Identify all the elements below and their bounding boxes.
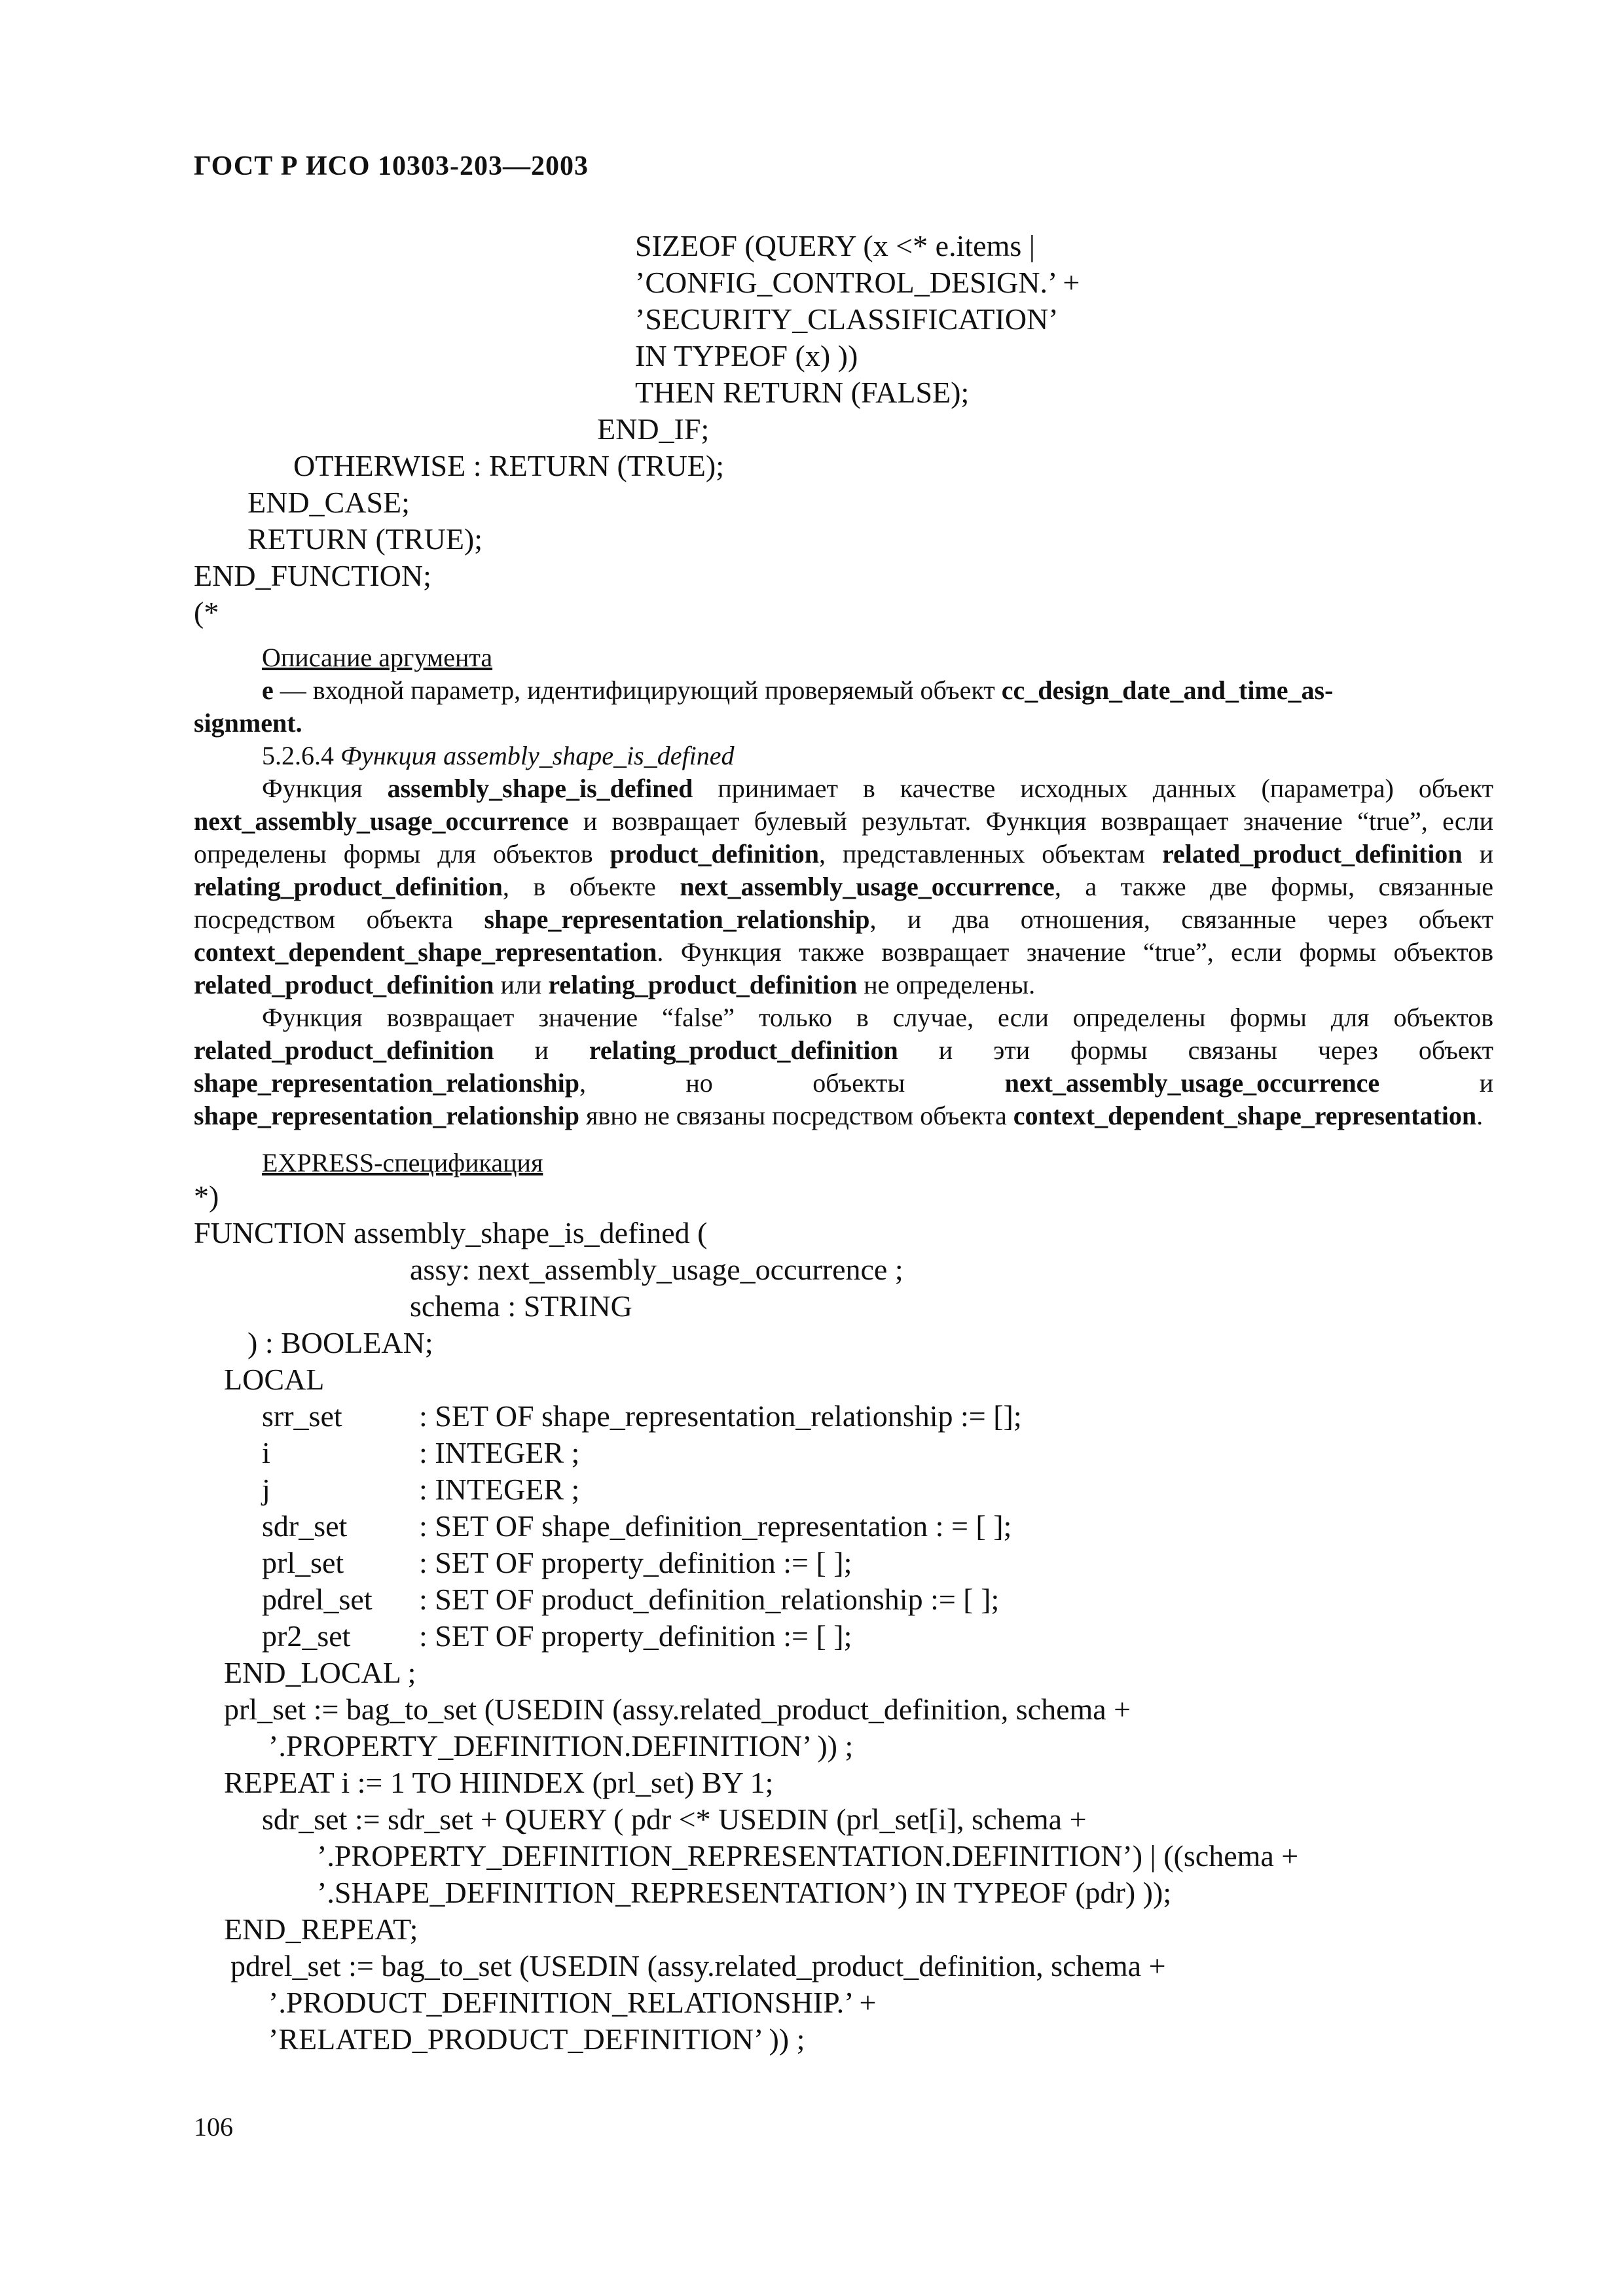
paragraph-text: . Функция также возвращает значение “true”, если формы объектов bbox=[657, 937, 1493, 967]
section-number: 5.2.6.4 bbox=[262, 741, 340, 770]
paragraph-text: и bbox=[494, 1035, 589, 1065]
code-line: (* bbox=[194, 596, 219, 629]
code-line: FUNCTION assembly_shape_is_defined ( bbox=[194, 1216, 708, 1249]
code-line: ’SECURITY_CLASSIFICATION’ bbox=[635, 302, 1059, 336]
entity-name: context_dependent_shape_representation bbox=[1013, 1101, 1477, 1130]
code-line: ’.PRODUCT_DEFINITION_RELATIONSHIP.’ + bbox=[268, 1986, 877, 2019]
paragraph-text: , представленных объектам bbox=[818, 839, 1163, 869]
entity-name: related_product_definition bbox=[1162, 839, 1463, 869]
code-line: REPEAT i := 1 TO HIINDEX (prl_set) BY 1; bbox=[224, 1766, 774, 1799]
code-line: ’RELATED_PRODUCT_DEFINITION’ )) ; bbox=[268, 2022, 805, 2056]
argument-text: — входной параметр, идентифицирующий проверяемый объект bbox=[273, 675, 1002, 705]
local-var-name: j bbox=[262, 1473, 270, 1506]
paragraph-text: принимает в качестве исходных данных (параметра) объект bbox=[693, 774, 1493, 803]
paragraph-text: не определены. bbox=[857, 970, 1036, 999]
entity-name: next_assembly_usage_occurrence bbox=[194, 806, 569, 836]
paragraph-text: Функция bbox=[262, 774, 388, 803]
paragraph-text: , в объекте bbox=[502, 872, 680, 901]
section-title bbox=[262, 740, 734, 772]
code-line: END_FUNCTION; bbox=[194, 559, 431, 592]
entity-name: relating_product_definition bbox=[194, 872, 503, 901]
description-paragraph-2 bbox=[194, 1001, 1493, 1132]
code-line: END_IF; bbox=[597, 412, 710, 446]
paragraph-text: . bbox=[1476, 1101, 1484, 1130]
entity-name: assembly_shape_is_defined bbox=[387, 774, 693, 803]
code-line: *) bbox=[194, 1179, 219, 1213]
code-line: IN TYPEOF (x) )) bbox=[635, 339, 858, 372]
argument-description bbox=[194, 674, 1493, 740]
entity-name: related_product_definition bbox=[194, 970, 494, 999]
local-var-name: i bbox=[262, 1436, 270, 1469]
description-paragraph-1 bbox=[194, 772, 1493, 1001]
code-line: ’.SHAPE_DEFINITION_REPRESENTATION’) IN TYPEOF (pdr) )); bbox=[317, 1876, 1172, 1909]
argument-entity: cc_design_date_and_time_as- bbox=[1001, 675, 1334, 705]
paragraph-text: и bbox=[1379, 1068, 1493, 1098]
entity-name: product_definition bbox=[610, 839, 819, 869]
code-line: sdr_set := sdr_set + QUERY ( pdr <* USEDIN (prl_set[i], schema + bbox=[262, 1803, 1087, 1836]
express-heading: EXPRESS-спецификация bbox=[262, 1148, 543, 1177]
local-var-name: pr2_set bbox=[262, 1619, 351, 1653]
document-header: ГОСТ Р ИСО 10303-203—2003 bbox=[194, 151, 589, 181]
code-line: schema : STRING bbox=[410, 1289, 632, 1323]
local-var-type: : SET OF product_definition_relationship := [ ]; bbox=[419, 1583, 1000, 1616]
argument-name: e bbox=[262, 675, 274, 705]
paragraph-text: и эти формы связаны через объект bbox=[898, 1035, 1493, 1065]
code-line: END_CASE; bbox=[247, 486, 410, 519]
local-var-type: : INTEGER ; bbox=[419, 1436, 580, 1469]
code-line: ) : BOOLEAN; bbox=[247, 1326, 433, 1359]
code-line: SIZEOF (QUERY (x <* e.items | bbox=[635, 229, 1035, 262]
paragraph-text: и bbox=[1462, 839, 1494, 869]
entity-name: next_assembly_usage_occurrence bbox=[1004, 1068, 1380, 1098]
code-line: END_REPEAT; bbox=[224, 1912, 418, 1946]
code-line: ’CONFIG_CONTROL_DESIGN.’ + bbox=[635, 266, 1080, 299]
code-line: assy: next_assembly_usage_occurrence ; bbox=[410, 1253, 903, 1286]
local-var-type: : INTEGER ; bbox=[419, 1473, 580, 1506]
code-line: ’.PROPERTY_DEFINITION_REPRESENTATION.DEFINITION’) | ((schema + bbox=[317, 1839, 1299, 1873]
paragraph-text: , но объекты bbox=[579, 1068, 1005, 1098]
code-line: RETURN (TRUE); bbox=[247, 522, 483, 556]
entity-name: context_dependent_shape_representation bbox=[194, 937, 657, 967]
entity-name: shape_representation_relationship bbox=[194, 1101, 579, 1130]
code-line: ’.PROPERTY_DEFINITION.DEFINITION’ )) ; bbox=[268, 1729, 854, 1763]
local-var-name: srr_set bbox=[262, 1399, 342, 1433]
code-line: LOCAL bbox=[224, 1363, 325, 1396]
code-line: prl_set := bag_to_set (USEDIN (assy.related_product_definition, schema + bbox=[224, 1693, 1131, 1726]
code-line: pdrel_set := bag_to_set (USEDIN (assy.related_product_definition, schema + bbox=[230, 1949, 1166, 1982]
local-var-name: sdr_set bbox=[262, 1509, 348, 1543]
entity-name: shape_representation_relationship bbox=[484, 905, 870, 934]
local-var-type: : SET OF property_definition := [ ]; bbox=[419, 1546, 852, 1579]
entity-name: relating_product_definition bbox=[589, 1035, 898, 1065]
local-var-name: prl_set bbox=[262, 1546, 344, 1579]
paragraph-text: и возвращает булевый результат. Функция возвращает значение “true”, если определены формы для объектов bbox=[194, 806, 1493, 869]
paragraph-text: Функция возвращает значение “false” только в случае, если определены формы для объектов bbox=[262, 1003, 1493, 1032]
local-var-type: : SET OF shape_representation_relationship := []; bbox=[419, 1399, 1022, 1433]
argument-heading: Описание аргумента bbox=[262, 643, 493, 672]
paragraph-text: или bbox=[494, 970, 549, 999]
local-var-type: : SET OF property_definition := [ ]; bbox=[419, 1619, 852, 1653]
code-line: OTHERWISE : RETURN (TRUE); bbox=[293, 449, 724, 482]
paragraph-text: , и два отношения, связанные через объект bbox=[869, 905, 1493, 934]
entity-name: related_product_definition bbox=[194, 1035, 494, 1065]
paragraph-text: явно не связаны посредством объекта bbox=[579, 1101, 1013, 1130]
entity-name: relating_product_definition bbox=[548, 970, 858, 999]
argument-entity-cont: signment. bbox=[194, 708, 302, 738]
local-var-type: : SET OF shape_definition_representation : = [ ]; bbox=[419, 1509, 1012, 1543]
code-line: THEN RETURN (FALSE); bbox=[635, 376, 970, 409]
section-name: Функция assembly_shape_is_defined bbox=[340, 741, 735, 770]
code-line: END_LOCAL ; bbox=[224, 1656, 416, 1689]
paragraph-text: , а также две формы, связанные посредством объекта bbox=[194, 872, 1493, 934]
page-number: 106 bbox=[194, 2112, 233, 2142]
local-var-name: pdrel_set bbox=[262, 1583, 373, 1616]
entity-name: shape_representation_relationship bbox=[194, 1068, 579, 1098]
entity-name: next_assembly_usage_occurrence bbox=[680, 872, 1055, 901]
